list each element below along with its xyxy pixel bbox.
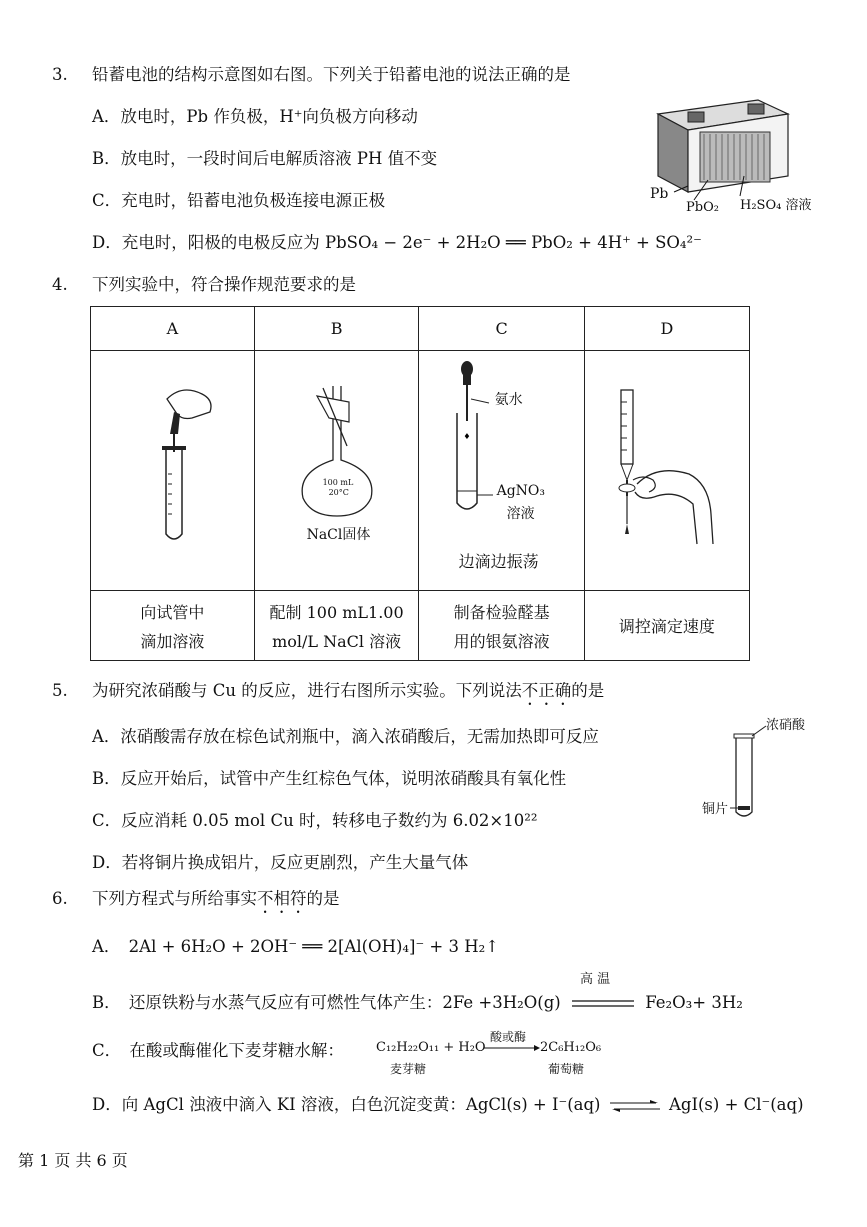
q6-d-pre: D．向 AgCl 浊液中滴入 KI 溶液，白色沉淀变黄：AgCl(s) + I⁻(aq): [92, 1095, 601, 1114]
q5-number: 5.: [52, 681, 68, 700]
experiment-table: [90, 306, 750, 661]
description-a: [91, 591, 255, 661]
solution-label: 溶液: [506, 505, 535, 522]
flask-volume-label: 100 mL: [322, 477, 354, 487]
description-a-line2: 滴加溶液: [140, 631, 205, 651]
ammonia-label: 氨水: [494, 391, 523, 408]
header-b: B: [254, 307, 419, 351]
q6-stem-pre: 下列方程式与所给事实: [92, 889, 257, 908]
q6-b-arrow: [572, 971, 634, 1015]
description-d-line1: 调控滴定速度: [618, 617, 715, 636]
header-d: D: [584, 307, 749, 351]
header-c: C: [419, 307, 585, 351]
description-b-line1: 配制 100 mL1.00: [269, 602, 404, 622]
figure-cell-b: [254, 351, 419, 591]
q6-d-post: AgI(s) + Cl⁻(aq): [668, 1095, 804, 1114]
q5-stem-post: 的是: [571, 681, 605, 700]
q5-stem-emphasis: 不正确: [521, 681, 572, 700]
dropper-test-tube-figure: [122, 384, 222, 554]
description-c-line2: 用的银氨溶液: [453, 631, 550, 651]
nitric-acid-copper-figure: [696, 712, 846, 822]
q6-option-d: [92, 1094, 804, 1116]
q6-d-equilibrium-arrow: [610, 1100, 660, 1112]
q6-stem-post: 的是: [306, 889, 340, 908]
q6-c-product: 2C₆H₁₂O₆: [540, 1040, 602, 1055]
q6-c-arrow: [484, 1044, 540, 1052]
q5-option-b: B．反应开始后，试管中产生红棕色气体，说明浓硝酸具有氧化性: [92, 769, 567, 788]
battery-label-h2so4: H₂SO₄ 溶液: [740, 198, 812, 213]
q3-option-a: A．放电时，Pb 作负极，H⁺向负极方向移动: [92, 107, 418, 126]
description-c-line1: 制备检验醛基: [453, 602, 550, 622]
q3-option-b: B．放电时，一段时间后电解质溶液 PH 值不变: [92, 149, 438, 168]
burette-titration-figure: [597, 384, 737, 554]
q6-stem-emphasis: 不相符: [257, 889, 307, 908]
header-a: A: [91, 307, 255, 351]
svg-text:♦: ♦: [462, 431, 471, 441]
lead-acid-battery-figure: [648, 96, 848, 220]
shake-caption: 边滴边振荡: [458, 551, 539, 571]
q5-stem-pre: 为研究浓硝酸与 Cu 的反应，进行右图所示实验。下列说法: [92, 681, 522, 700]
q6-c-condition: 酸或酶: [490, 1030, 527, 1044]
q6-stem: [92, 888, 340, 917]
q6-b-condition: 高 温: [579, 971, 611, 987]
q3-option-d: D．充电时，阳极的电极反应为 PbSO₄ − 2e⁻ + 2H₂O ══ PbO₂ + 4H⁺ + SO₄²⁻: [92, 233, 702, 252]
figure-cell-a: [91, 351, 255, 591]
page-footer: 第 1 页 共 6 页: [18, 1151, 128, 1170]
q6-option-b: [92, 971, 743, 1015]
q6-c-equation: [376, 1030, 616, 1076]
nacl-solid-label: NaCl固体: [306, 526, 371, 543]
volumetric-flask-figure: [277, 376, 397, 526]
battery-label-pb: Pb: [650, 186, 669, 202]
q6-c-maltose-label: 麦芽糖: [390, 1062, 427, 1076]
dropper-ammonia-figure: [427, 359, 577, 529]
q5-option-a: A．浓硝酸需存放在棕色试剂瓶中，滴入浓硝酸后，无需加热即可反应: [92, 727, 599, 746]
description-b-line2: mol/L NaCl 溶液: [272, 631, 402, 651]
q5-stem: [92, 680, 604, 709]
q4-stem: 下列实验中，符合操作规范要求的是: [92, 275, 356, 294]
q3-stem: 铅蓄电池的结构示意图如右图。下列关于铅蓄电池的说法正确的是: [92, 65, 571, 84]
nitric-acid-label: 浓硝酸: [766, 718, 806, 733]
agno3-label: AgNO₃: [496, 482, 545, 499]
figure-cell-d: [584, 351, 749, 591]
q6-c-glucose-label: 葡萄糖: [548, 1062, 585, 1076]
q6-option-c: C． 在酸或酶催化下麦芽糖水解：: [92, 1041, 344, 1060]
figure-cell-c: [419, 351, 585, 591]
copper-label: 铜片: [702, 802, 729, 817]
q3-number: 3.: [52, 65, 68, 84]
q3-option-c: C．充电时，铅蓄电池负极连接电源正极: [92, 191, 386, 210]
description-c: [419, 591, 585, 661]
q6-number: 6.: [52, 889, 68, 908]
description-a-line1: 向试管中: [140, 602, 205, 622]
battery-label-pbo2: PbO₂: [686, 200, 719, 215]
q6-b-post: Fe₂O₃+ 3H₂: [645, 993, 743, 1012]
q6-option-a: A． 2Al + 6H₂O + 2OH⁻ ══ 2[Al(OH)₄]⁻ + 3 H₂↑: [92, 937, 500, 956]
flask-temp-label: 20°C: [328, 487, 349, 497]
description-d: [584, 591, 749, 661]
q6-b-pre: B． 还原铁粉与水蒸气反应有可燃性气体产生：2Fe +3H₂O(g): [92, 993, 561, 1012]
q6-c-reactant: C₁₂H₂₂O₁₁ + H₂O: [376, 1040, 486, 1055]
description-b: [254, 591, 419, 661]
q5-option-c: C．反应消耗 0.05 mol Cu 时，转移电子数约为 6.02×10²²: [92, 811, 538, 830]
q5-option-d: D．若将铜片换成铝片，反应更剧烈，产生大量气体: [92, 853, 469, 872]
q4-number: 4.: [52, 275, 68, 294]
